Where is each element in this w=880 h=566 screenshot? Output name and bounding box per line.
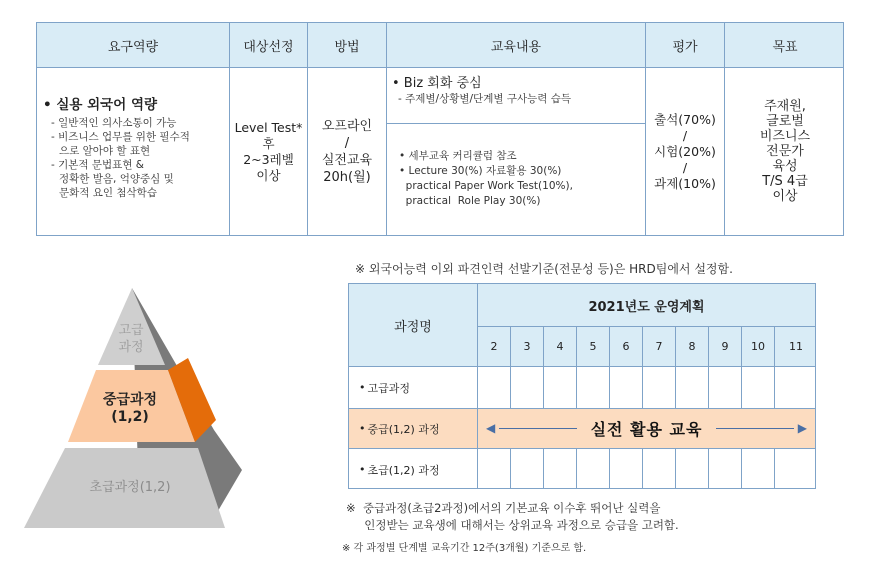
- requirement-line: 으로 알아야 할 표현: [59, 145, 151, 157]
- goal-cell: [725, 68, 845, 235]
- content-top-cell: [392, 75, 644, 106]
- goal-line: 주재원,: [764, 99, 806, 114]
- course-pyramid: [20, 280, 250, 530]
- content-line: • 세부교육 커리큘럼 참조: [399, 150, 517, 162]
- target-line: 이상: [256, 167, 281, 183]
- hrd-note: ※ 외국어능력 이외 파견인력 선발기준(전문성 등)은 HRD팀에서 설정함.: [355, 262, 733, 276]
- header-requirement: 요구역량: [107, 39, 159, 55]
- target-cell: [230, 68, 307, 235]
- method-line: 실전교육: [321, 152, 373, 168]
- evaluation-line: /: [682, 127, 688, 143]
- row-advanced: • 고급과정: [349, 367, 477, 408]
- target-line: Level Test*: [234, 119, 303, 135]
- month-label: 9: [721, 339, 729, 353]
- pyramid-bottom-label: 초급과정(1,2): [89, 480, 171, 495]
- header-evaluation: 평가: [672, 39, 698, 55]
- content-top-sub: - 주제별/상황별/단계별 구사능력 습득: [398, 93, 572, 105]
- goal-line: 비즈니스: [759, 129, 811, 144]
- evaluation-line: 과제(10%): [654, 175, 716, 191]
- goal-line: 육성: [772, 159, 798, 174]
- requirement-title: • 실용 외국어 역량: [43, 93, 233, 113]
- content-line: practical Paper Work Test(10%),: [399, 180, 573, 192]
- method-line: 오프라인: [321, 118, 373, 134]
- month-label: 3: [523, 339, 531, 353]
- header-goal: 목표: [772, 39, 798, 55]
- requirement-line: 정확한 발음, 억양중심 및: [59, 173, 174, 185]
- method-cell: [308, 68, 386, 235]
- goal-line: 이상: [772, 189, 798, 204]
- month-label: 10: [751, 339, 765, 353]
- evaluation-line: 출석(70%): [654, 111, 716, 127]
- requirement-line: - 기본적 문법표현 &: [51, 159, 144, 171]
- goal-line: T/S 4급: [762, 174, 808, 189]
- row-beginner: • 초급(1,2) 과정: [349, 449, 477, 490]
- month-label: 7: [655, 339, 663, 353]
- month-label: 8: [688, 339, 696, 353]
- month-label: 6: [622, 339, 630, 353]
- content-line: practical Role Play 30(%): [399, 195, 541, 207]
- header-method: 방법: [334, 39, 360, 55]
- pyramid-top-label: 고급 과정: [118, 323, 144, 355]
- header-target: 대상선정: [243, 39, 294, 55]
- goal-line: 글로벌: [766, 114, 804, 129]
- requirement-line: - 비즈니스 업무를 위한 필수적: [51, 131, 190, 143]
- content-bottom-cell: [399, 149, 645, 209]
- practical-training-label: 실전 활용 교육: [590, 419, 703, 439]
- arrow-left-icon: ◀: [486, 421, 496, 435]
- evaluation-line: /: [682, 159, 688, 175]
- duration-note: ※ 각 과정별 단계별 교육기간 12주(3개월) 기준으로 함.: [342, 543, 587, 554]
- month-label: 5: [589, 339, 597, 353]
- evaluation-cell: [646, 68, 724, 235]
- row-intermediate: • 중급(1,2) 과정: [349, 409, 477, 448]
- requirement-cell: [43, 93, 233, 200]
- month-label: 4: [556, 339, 564, 353]
- method-line: /: [344, 135, 350, 151]
- month-label: 2: [490, 339, 498, 353]
- arrow-right-icon: ▶: [797, 421, 808, 435]
- promotion-note: ※ 중급과정(초급2과정)에서의 기본교육 이수후 뛰어난 실력을 인정받는 교육생에 대해서는 상위교육 과정으로 승급을 고려함.: [346, 501, 679, 532]
- evaluation-line: 시험(20%): [654, 143, 716, 159]
- plan-header: 2021년도 운영계획: [588, 299, 705, 315]
- content-divider: [387, 123, 645, 124]
- schedule-table: [348, 283, 816, 489]
- pyramid-middle-label: 중급과정 (1,2): [102, 392, 158, 425]
- course-name-header: 과정명: [394, 319, 432, 335]
- target-line: 후: [262, 135, 275, 151]
- content-top-title: • Biz 회화 중심: [392, 76, 482, 91]
- target-line: 2~3레벨: [243, 151, 294, 167]
- content-line: • Lecture 30(%) 자료활용 30(%): [399, 165, 562, 177]
- month-label: 11: [789, 339, 803, 353]
- curriculum-table: [36, 22, 844, 236]
- header-content: 교육내용: [490, 39, 542, 55]
- goal-line: 전문가: [766, 144, 804, 159]
- practical-training-arrow: [478, 408, 815, 448]
- requirement-line: 문화적 요인 첨삭학습: [59, 187, 157, 199]
- requirement-line: - 일반적인 의사소통이 가능: [51, 117, 177, 129]
- method-line: 20h(월): [323, 169, 371, 185]
